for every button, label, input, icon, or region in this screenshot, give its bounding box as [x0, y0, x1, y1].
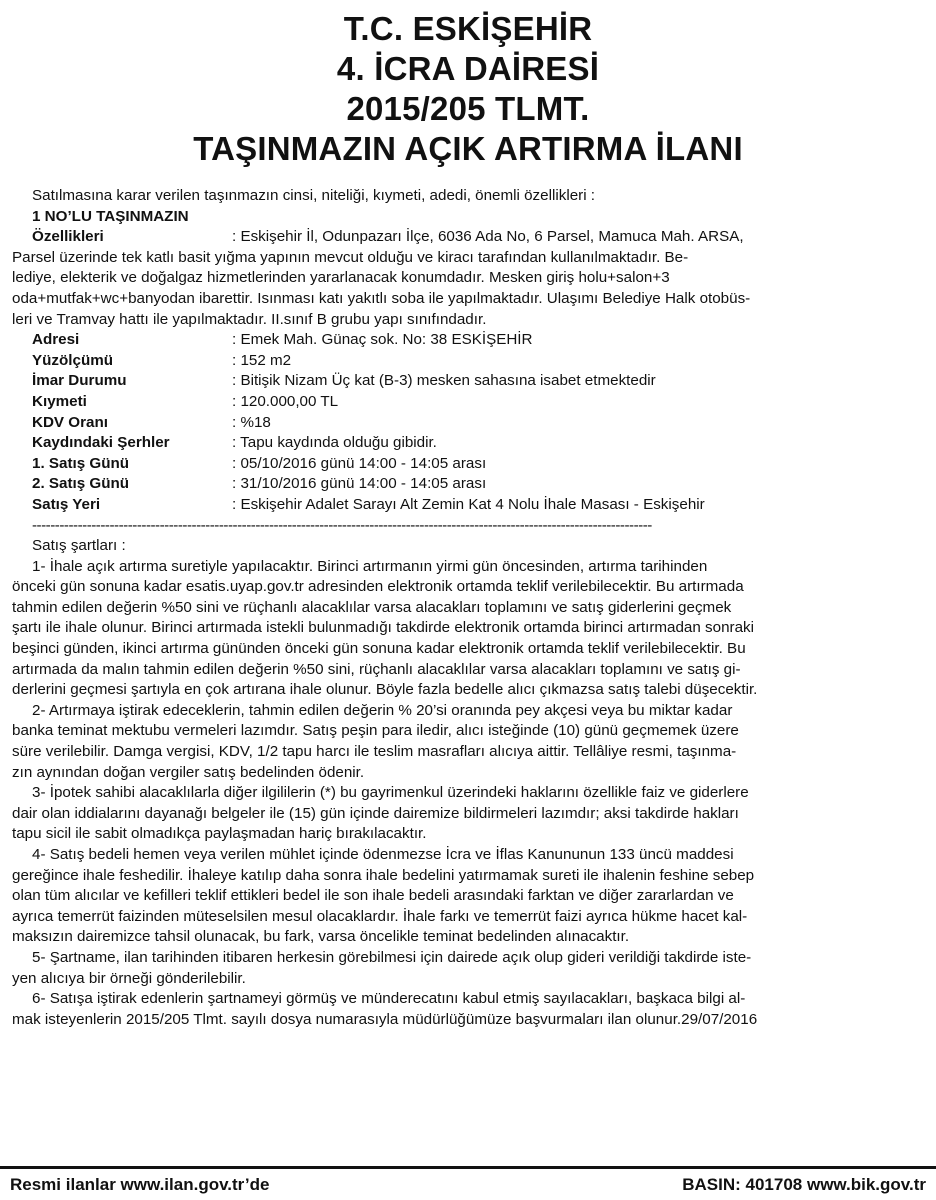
condition-line: derlerini geçmesi şartıyla en çok artırana ihale olunur. Böyle fazla bedelle alıcı çıkmazsa satış talebi düşecektir.: [12, 681, 758, 699]
detail-label: İmar Durumu: [32, 372, 127, 390]
detail-value: : 05/10/2016 günü 14:00 - 14:05 arası: [232, 454, 487, 472]
condition-line: 2- Artırmaya iştirak edeceklerin, tahmin edilen değerin % 20’si oranında pey akçesi veya bu miktar kadar: [32, 701, 733, 719]
condition-line: önceki gün sonuna kadar esatis.uyap.gov.tr adresinden elektronik ortamda teklif verilebilecektir. Bu artırmada: [12, 578, 744, 596]
detail-label: Satış Yeri: [32, 495, 101, 513]
detail-label: Adresi: [32, 331, 80, 349]
detail-row-second-sale: [12, 474, 926, 495]
footer-bar: [0, 1166, 936, 1200]
condition-line: gereğince ihale feshedilir. İhaleye katılıp daha sonra ihale bedelini yatırmamak sureti ile ihalenin feshine sebep: [12, 866, 755, 884]
property-heading: 1 NO’LU TAŞINMAZIN: [32, 207, 189, 225]
condition-line: 5- Şartname, ilan tarihinden itibaren herkesin görebilmesi için dairede açık olup gideri verildiği takdirde iste-: [32, 948, 752, 966]
detail-row-first-sale: [12, 454, 926, 475]
detail-row-annotations: [12, 433, 926, 454]
condition-line: 6- Satışa iştirak edenlerin şartnameyi görmüş ve münderecatını kabul etmiş sayılacakları, başkaca bilgi al-: [32, 990, 746, 1008]
detail-label: Yüzölçümü: [32, 351, 114, 369]
detail-row-address: [12, 330, 926, 351]
condition-line: dair olan iddialarını dayanağı belgeler ile (15) gün içinde dairemize bildirmeleri lazımdır; aksi takdirde hakları: [12, 804, 739, 822]
features-label: Özellikleri: [32, 228, 104, 246]
detail-row-area: [12, 351, 926, 372]
footer-left-text: Resmi ilanlar www.ilan.gov.tr’de: [10, 1174, 270, 1194]
detail-label: 2. Satış Günü: [32, 475, 130, 493]
features-line: Parsel üzerinde tek katlı basit yığma yapının mevcut olduğu ve kiracı tarafından kullanılmaktadır. Be-: [12, 248, 689, 266]
condition-line: 4- Satış bedeli hemen veya verilen mühlet içinde ödenmezse İcra ve İflas Kanununun 133 üncü maddesi: [32, 846, 734, 863]
detail-value: : Eskişehir Adalet Sarayı Alt Zemin Kat 4 Nolu İhale Masası - Eskişehir: [232, 495, 705, 513]
condition-line: şartı ile ihale olunur. Birinci artırmada istekli bulunmadığı takdirde elektronik ortamda birinci artırmadan sonraki: [12, 619, 754, 637]
detail-label: Kıymeti: [32, 392, 87, 410]
condition-line: 3- İpotek sahibi alacaklılarla diğer ilgililerin (*) bu gayrimenkul üzerindeki haklarını özellikle faiz ve giderlere: [32, 784, 749, 802]
detail-row-zoning: [12, 371, 926, 392]
conditions-title: Satış şartları :: [32, 537, 126, 555]
detail-row-sale-place: [12, 495, 926, 516]
condition-line: olan tüm alıcılar ve kefilleri teklif ettikleri bedel ile son ihale bedeli arasındaki farktan ve diğer zararlardan ve: [12, 887, 734, 905]
condition-line: artırmada da malın tahmin edilen değerin %50 sini, rüçhanlı alacaklılar varsa alacakları toplamını ve satış gi-: [12, 660, 741, 678]
divider-line: ----------------------------------------------------------------------------------------------------------------------------------------: [32, 516, 652, 534]
detail-label: Kaydındaki Şerhler: [32, 434, 170, 452]
detail-row-value: [12, 392, 926, 413]
condition-line: yen alıcıya bir örneği gönderilebilir.: [12, 969, 246, 987]
features-line: leri ve Tramvay hattı ile yapılmaktadır. II.sınıf B grubu yapı sınıfındadır.: [12, 310, 487, 328]
detail-label: KDV Oranı: [32, 413, 108, 431]
detail-value: : Emek Mah. Günaç sok. No: 38 ESKİŞEHİR: [232, 331, 533, 349]
announcement-title: TAŞINMAZIN AÇIK ARTIRMA İLANI: [193, 130, 743, 167]
features-value: : Eskişehir İl, Odunpazarı İlçe, 6036 Ada No, 6 Parsel, Mamuca Mah. ARSA,: [232, 228, 744, 246]
condition-line: ayrıca temerrüt faizinden müteselsilen mesul olacaklardır. İhale farkı ve temerrüt faizi ayrıca hükme hacet kal-: [12, 907, 748, 925]
condition-line: 1- İhale açık artırma suretiyle yapılacaktır. Birinci artırmanın yirmi gün öncesinden, artırma tarihinden: [32, 557, 708, 575]
features-row: [12, 227, 926, 248]
condition-line: tapu sicil ile sabit olmadıkça paylaşmadan hariç bırakılacaktır.: [12, 825, 427, 843]
intro-text: Satılmasına karar verilen taşınmazın cinsi, niteliği, kıymeti, adedi, önemli özellikleri :: [32, 187, 596, 204]
file-number: 2015/205 TLMT.: [346, 90, 590, 127]
footer-right-text: BASIN: 401708 www.bik.gov.tr: [682, 1174, 926, 1194]
detail-row-vat: [12, 413, 926, 434]
condition-line: mak isteyenlerin 2015/205 Tlmt. sayılı dosya numarasıyla müdürlüğümüze başvurmaları ilan olunur.29/07/2016: [12, 1010, 758, 1028]
detail-value: : 31/10/2016 günü 14:00 - 14:05 arası: [232, 475, 487, 493]
detail-value: : 152 m2: [232, 351, 292, 369]
detail-value: : Tapu kaydında olduğu gibidir.: [232, 434, 437, 452]
detail-value: : Bitişik Nizam Üç kat (B-3) mesken sahasına isabet etmektedir: [232, 372, 656, 390]
condition-line: zın aynından doğan vergiler satış bedelinden ödenir.: [12, 763, 365, 781]
condition-line: süre verilebilir. Damga vergisi, KDV, 1/2 tapu harcı ile teslim masrafları alıcıya aittir. Tellâliye resmi, taşınma-: [12, 743, 737, 761]
condition-line: beşinci günden, ikinci artırma gününden önceki gün sonuna kadar elektronik ortamda teklif verilebilecektir. Bu: [12, 640, 746, 658]
announcement-header: [0, 0, 936, 169]
court-name: T.C. ESKİŞEHİR: [343, 10, 593, 47]
office-name: 4. İCRA DAİRESİ: [336, 50, 600, 87]
detail-value: : 120.000,00 TL: [232, 392, 339, 410]
detail-label: 1. Satış Günü: [32, 454, 130, 472]
announcement-body: [12, 186, 926, 1030]
features-line: lediye, elekterik ve doğalgaz hizmetlerinden yararlanacak konumdadır. Mesken giriş holu+salon+3: [12, 269, 670, 287]
features-line: oda+mutfak+wc+banyodan ibarettir. Isınması katı yakıtlı soba ile yapılmaktadır. Ulaşımı Belediye Halk otobüs-: [12, 289, 751, 307]
detail-value: : %18: [232, 413, 271, 431]
condition-line: tahmin edilen değerin %50 sini ve rüçhanlı alacaklılar varsa alacakları toplamını ve satış giderlerini geçmek: [12, 598, 732, 616]
condition-line: banka teminat mektubu vermeleri lazımdır. Satış peşin para iledir, alıcı isteğinde (10) günü geçmemek üzere: [12, 722, 739, 740]
condition-line: maksızın dairemizce tahsil olunacak, bu fark, varsa öncelikle teminat bedelinden alınacaktır.: [12, 928, 630, 946]
